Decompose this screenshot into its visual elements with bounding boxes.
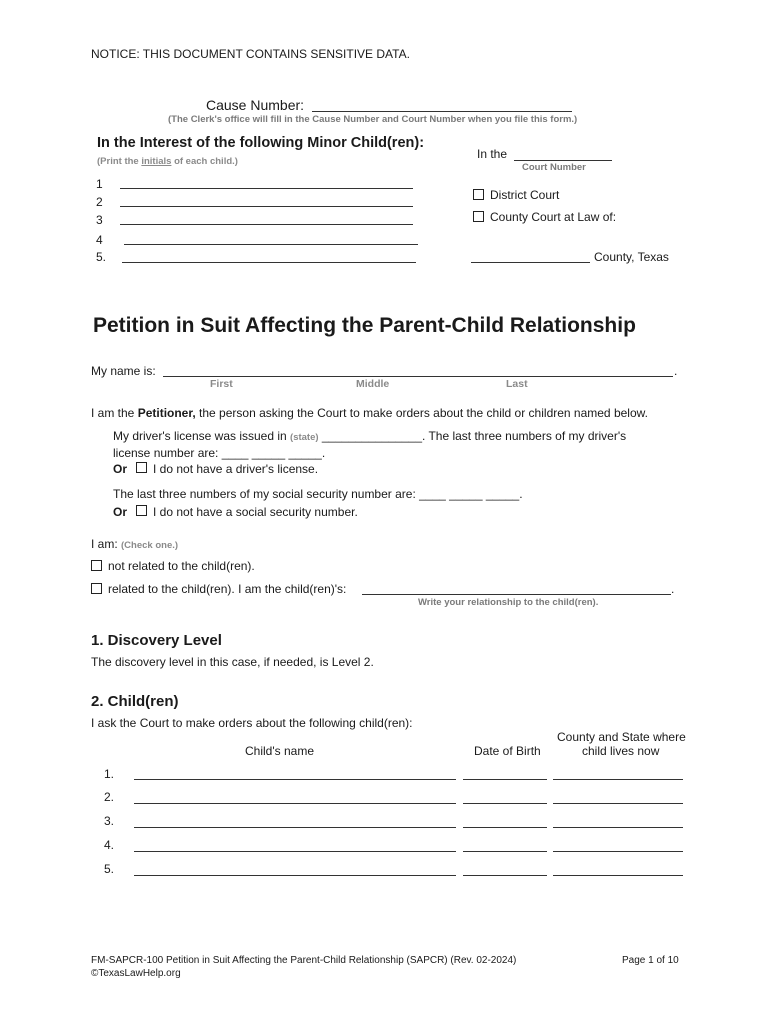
no-license-checkbox[interactable] bbox=[136, 462, 147, 473]
footer-copyright: ©TexasLawHelp.org bbox=[91, 968, 181, 979]
not-related-label: not related to the child(ren). bbox=[108, 559, 255, 573]
child-initial-number-3: 3 bbox=[96, 213, 103, 227]
related-checkbox[interactable] bbox=[91, 583, 102, 594]
in-the-label: In the bbox=[477, 147, 508, 161]
child-initial-number-2: 2 bbox=[96, 195, 103, 209]
child-initial-number-5: 5. bbox=[96, 250, 107, 264]
petitioner-name-field[interactable] bbox=[163, 376, 673, 377]
child-initial-field-2[interactable] bbox=[120, 206, 413, 207]
col-county-state-2: child lives now bbox=[582, 744, 660, 758]
child-initial-field-4[interactable] bbox=[124, 244, 418, 245]
col-childs-name: Child's name bbox=[245, 744, 314, 758]
col-county-state-1: County and State where bbox=[557, 730, 686, 744]
district-court-checkbox[interactable] bbox=[473, 189, 484, 200]
child-name-field-4[interactable] bbox=[134, 851, 456, 852]
initials-note: (Print the initials of each child.) bbox=[97, 156, 238, 167]
discovery-level-heading: 1. Discovery Level bbox=[91, 632, 222, 649]
child-county-field-3[interactable] bbox=[553, 827, 683, 828]
ssn-or-label: Or bbox=[113, 505, 128, 519]
child-name-field-1[interactable] bbox=[134, 779, 456, 780]
court-number-field[interactable] bbox=[514, 160, 612, 161]
child-county-field-4[interactable] bbox=[553, 851, 683, 852]
child-initial-field-1[interactable] bbox=[120, 188, 413, 189]
child-initial-field-5[interactable] bbox=[122, 262, 416, 263]
license-or-label: Or bbox=[113, 462, 128, 476]
child-name-field-2[interactable] bbox=[134, 803, 456, 804]
footer-page-number: Page 1 of 10 bbox=[622, 955, 679, 966]
child-county-field-2[interactable] bbox=[553, 803, 683, 804]
cause-number-field[interactable] bbox=[312, 111, 572, 112]
county-court-at-law-label: County Court at Law of: bbox=[490, 210, 617, 224]
no-ssn-checkbox[interactable] bbox=[136, 505, 147, 516]
relationship-field[interactable] bbox=[362, 594, 671, 595]
col-date-of-birth: Date of Birth bbox=[474, 744, 541, 758]
children-intro: I ask the Court to make orders about the following child(ren): bbox=[91, 716, 413, 730]
county-court-at-law-checkbox[interactable] bbox=[473, 211, 484, 222]
petitioner-statement: I am the Petitioner, the person asking the Court to make orders about the child or children named below. bbox=[91, 406, 648, 420]
no-ssn-label: I do not have a social security number. bbox=[153, 505, 358, 519]
last-name-label: Last bbox=[506, 378, 528, 390]
i-am-label: I am: (Check one.) bbox=[91, 537, 179, 551]
name-period: . bbox=[674, 364, 678, 378]
child-row-number-3: 3. bbox=[104, 814, 115, 828]
document-title: Petition in Suit Affecting the Parent-Child Relationship bbox=[93, 314, 636, 337]
license-number-line: license number are: ____ _____ _____. bbox=[113, 446, 326, 460]
child-county-field-1[interactable] bbox=[553, 779, 683, 780]
child-name-field-5[interactable] bbox=[134, 875, 456, 876]
court-number-label: Court Number bbox=[522, 162, 586, 173]
relationship-period: . bbox=[671, 582, 675, 596]
district-court-label: District Court bbox=[490, 188, 560, 202]
no-license-label: I do not have a driver's license. bbox=[153, 462, 319, 476]
ssn-line: The last three numbers of my social security number are: ____ _____ _____. bbox=[113, 487, 523, 501]
child-row-number-5: 5. bbox=[104, 862, 115, 876]
license-state-line: My driver's license was issued in (state) _______________. The last three numbers of my driver's bbox=[113, 429, 627, 443]
footer-form-id: FM-SAPCR-100 Petition in Suit Affecting the Parent-Child Relationship (SAPCR) (Rev. 02-2024) bbox=[91, 955, 517, 966]
child-row-number-1: 1. bbox=[104, 767, 115, 781]
child-initial-number-4: 4 bbox=[96, 233, 103, 247]
not-related-checkbox[interactable] bbox=[91, 560, 102, 571]
child-name-field-3[interactable] bbox=[134, 827, 456, 828]
child-dob-field-4[interactable] bbox=[463, 851, 547, 852]
children-heading: 2. Child(ren) bbox=[91, 693, 179, 710]
child-dob-field-5[interactable] bbox=[463, 875, 547, 876]
discovery-level-text: The discovery level in this case, if needed, is Level 2. bbox=[91, 655, 374, 669]
child-dob-field-2[interactable] bbox=[463, 803, 547, 804]
child-dob-field-3[interactable] bbox=[463, 827, 547, 828]
cause-number-label: Cause Number: bbox=[206, 97, 305, 113]
middle-name-label: Middle bbox=[356, 378, 390, 390]
child-dob-field-1[interactable] bbox=[463, 779, 547, 780]
child-row-number-4: 4. bbox=[104, 838, 115, 852]
first-name-label: First bbox=[210, 378, 233, 390]
related-label: related to the child(ren). I am the child(ren)'s: bbox=[108, 582, 347, 596]
minor-children-heading: In the Interest of the following Minor Child(ren): bbox=[97, 135, 425, 151]
name-label: My name is: bbox=[91, 364, 156, 378]
sensitive-data-notice: NOTICE: THIS DOCUMENT CONTAINS SENSITIVE DATA. bbox=[91, 47, 410, 61]
child-county-field-5[interactable] bbox=[553, 875, 683, 876]
county-name-field[interactable] bbox=[471, 262, 590, 263]
county-texas-label: County, Texas bbox=[594, 250, 669, 264]
child-row-number-2: 2. bbox=[104, 790, 115, 804]
child-initial-field-3[interactable] bbox=[120, 224, 413, 225]
child-initial-number-1: 1 bbox=[96, 177, 103, 191]
cause-number-note: (The Clerk's office will fill in the Cause Number and Court Number when you file this form.) bbox=[168, 114, 578, 125]
relationship-note: Write your relationship to the child(ren). bbox=[418, 597, 599, 608]
